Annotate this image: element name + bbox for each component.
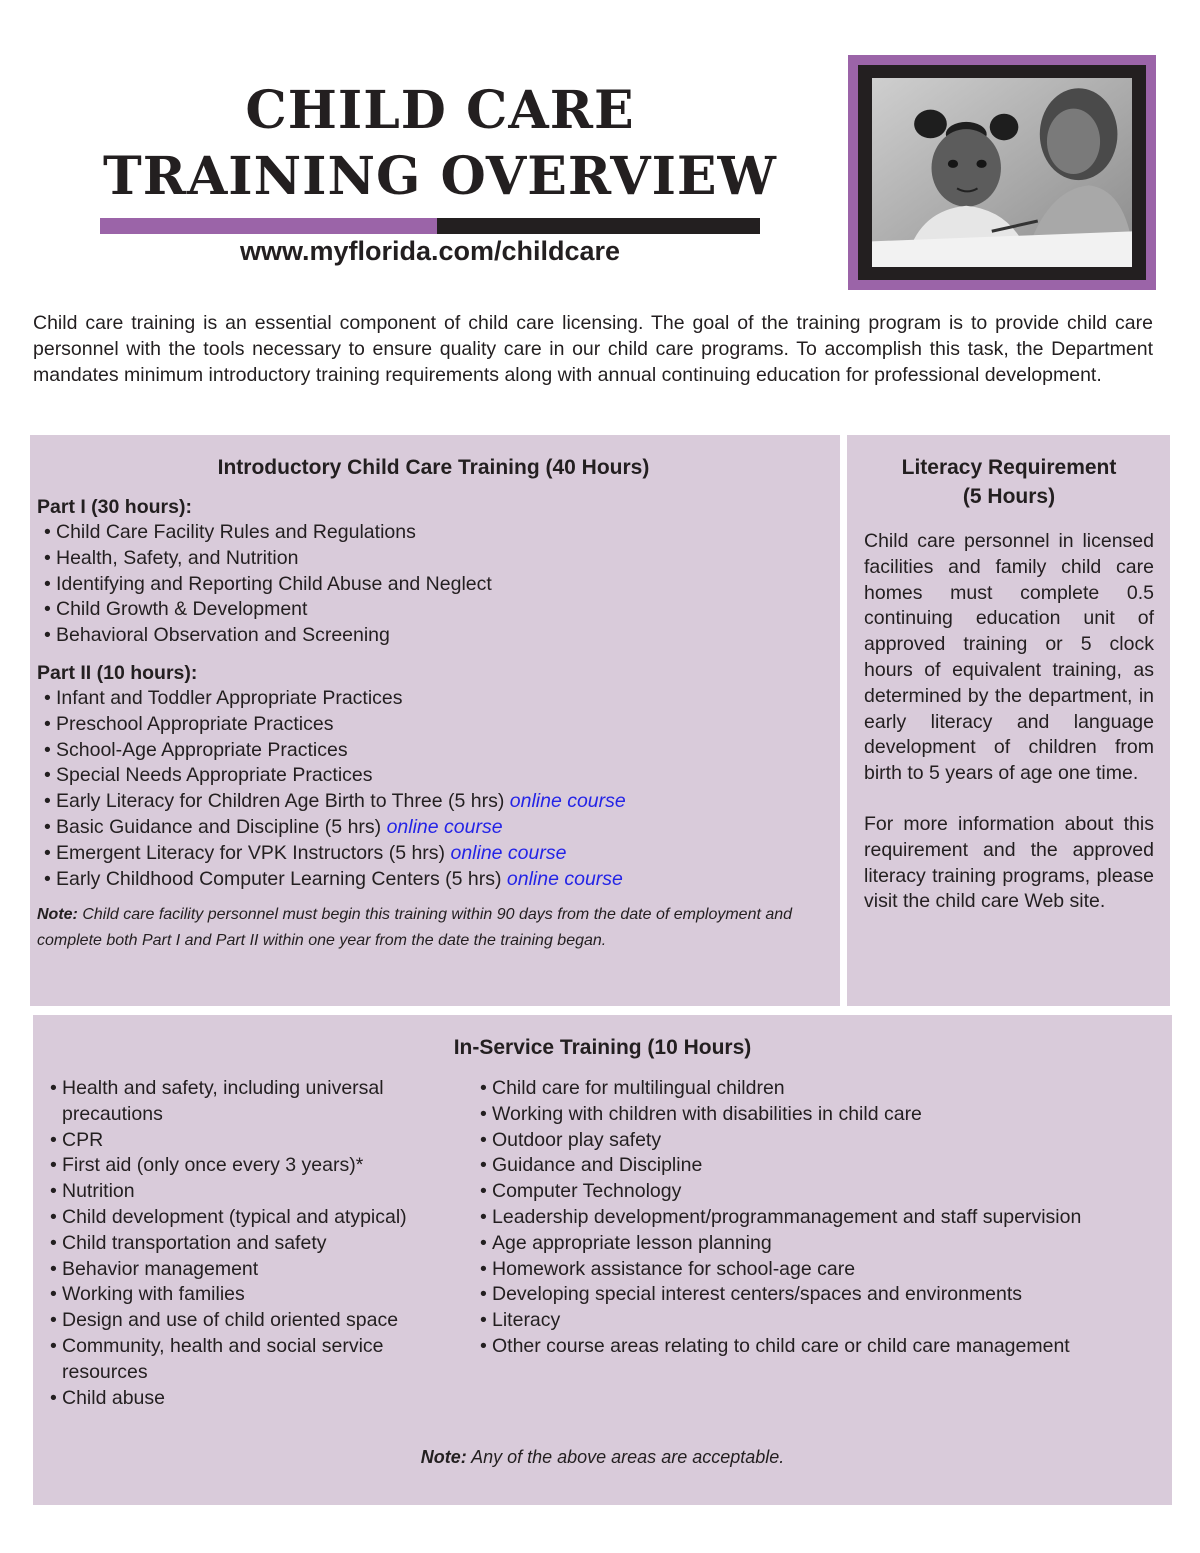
literacy-heading-line-2: (5 Hours) — [962, 485, 1056, 508]
in-service-list-left — [43, 1076, 473, 1411]
list-item: • Homework assistance for school-age care — [473, 1257, 1162, 1283]
list-item — [37, 841, 830, 867]
note-label: Note: — [420, 1447, 467, 1467]
literacy-requirement-panel — [847, 435, 1170, 1006]
title-rule — [100, 218, 760, 234]
introductory-note — [37, 902, 830, 954]
introductory-training-panel — [30, 435, 840, 1006]
title-rule-purple — [100, 218, 437, 234]
list-item — [37, 867, 830, 893]
list-item: • Child care for multilingual children — [473, 1076, 1162, 1102]
website-url[interactable]: www.myflorida.com/childcare — [239, 236, 621, 266]
in-service-list-right — [473, 1076, 1162, 1411]
note-text: Child care facility personnel must begin this training within 90 days from the date of employment and complete both Part I and Part II within one year from the date the training began. — [37, 906, 793, 950]
title-line-1: CHILD CARE — [245, 80, 635, 141]
intro-paragraph: Child care training is an essential component of child care licensing. The goal of the training program is to provide child care personnel with the tools necessary to ensure quality care in our child care programs. To accomplish this task, the Department mandates minimum introductory training requirements along with annual continuing education for professional development. — [33, 312, 1153, 386]
list-item — [37, 763, 830, 789]
list-item: • Child development (typical and atypical) — [43, 1205, 473, 1231]
list-item: • Health, Safety, and Nutrition — [37, 546, 830, 572]
part-2-list — [37, 686, 830, 892]
online-course-link[interactable]: online course — [506, 867, 623, 890]
list-item: • CPR — [43, 1128, 473, 1154]
list-item: • Computer Technology — [473, 1179, 1162, 1205]
list-item: • First aid (only once every 3 years)* — [43, 1153, 473, 1179]
in-service-heading: In-Service Training (10 Hours) — [453, 1036, 752, 1059]
online-course-link[interactable]: online course — [386, 815, 503, 838]
list-item — [37, 738, 830, 764]
list-item: • Developing special interest centers/spaces and environments — [473, 1282, 1162, 1308]
list-item — [37, 789, 830, 815]
list-item: • Health and safety, including universal precautions — [43, 1076, 473, 1128]
page-title — [60, 78, 820, 210]
list-item: • Behavior management — [43, 1257, 473, 1283]
list-item-text: Early Childhood Computer Learning Centers (5 hrs) — [56, 867, 507, 890]
list-item: • Community, health and social service resources — [43, 1334, 473, 1386]
list-item-text: Special Needs Appropriate Practices — [56, 764, 373, 787]
list-item: • Guidance and Discipline — [473, 1153, 1162, 1179]
list-item: • Other course areas relating to child care or child care management — [473, 1334, 1162, 1360]
list-item — [37, 815, 830, 841]
list-item: • Child abuse — [43, 1386, 473, 1412]
list-item: • Identifying and Reporting Child Abuse and Neglect — [37, 572, 830, 598]
part-1-list — [37, 520, 830, 649]
child-and-caregiver-photo — [872, 78, 1132, 267]
list-item: • Child Growth & Development — [37, 597, 830, 623]
list-item: • Child transportation and safety — [43, 1231, 473, 1257]
in-service-training-panel — [33, 1015, 1172, 1505]
list-item: • Age appropriate lesson planning — [473, 1231, 1162, 1257]
list-item-text: Emergent Literacy for VPK Instructors (5 hrs) — [56, 841, 451, 864]
literacy-paragraph-1: Child care personnel in licensed facilities and family child care homes must complete 0.5 continuing education unit of approved training or 5 clock hours of equivalent training, as determined by the department, in early literacy and language development of children from birth to 5 years of age one time. — [864, 530, 1154, 785]
title-rule-black — [437, 218, 760, 234]
list-item — [37, 686, 830, 712]
list-item: • Working with children with disabilities in child care — [473, 1102, 1162, 1128]
note-label: Note: — [37, 906, 78, 924]
list-item-text: Basic Guidance and Discipline (5 hrs) — [56, 815, 387, 838]
list-item: • Outdoor play safety — [473, 1128, 1162, 1154]
list-item: • Child Care Facility Rules and Regulations — [37, 520, 830, 546]
list-item-text: Early Literacy for Children Age Birth to Three (5 hrs) — [56, 790, 510, 813]
title-line-2: TRAINING OVERVIEW — [103, 146, 777, 207]
list-item — [37, 712, 830, 738]
list-item-text: Infant and Toddler Appropriate Practices — [56, 686, 403, 709]
online-course-link[interactable]: online course — [450, 841, 567, 864]
in-service-columns — [43, 1076, 1162, 1411]
literacy-heading-line-1: Literacy Requirement — [901, 456, 1117, 479]
list-item: • Design and use of child oriented space — [43, 1308, 473, 1334]
part-2-title: Part II (10 hours): — [37, 661, 198, 684]
list-item: • Literacy — [473, 1308, 1162, 1334]
list-item: • Leadership development/programmanagement and staff supervision — [473, 1205, 1162, 1231]
part-1-title: Part I (30 hours): — [37, 496, 192, 518]
literacy-paragraph-2: For more information about this requirement and the approved literacy training programs, please visit the child care Web site. — [864, 812, 1154, 913]
literacy-heading — [864, 453, 1154, 511]
list-item: • Nutrition — [43, 1179, 473, 1205]
introductory-training-heading: Introductory Child Care Training (40 Hours) — [217, 456, 650, 479]
list-item: • Behavioral Observation and Screening — [37, 623, 830, 649]
photo-frame — [848, 55, 1156, 290]
list-item-text: School-Age Appropriate Practices — [56, 738, 348, 761]
list-item: • Working with families — [43, 1282, 473, 1308]
list-item-text: Preschool Appropriate Practices — [56, 712, 334, 735]
online-course-link[interactable]: online course — [509, 790, 626, 813]
note-text: Any of the above areas are acceptable. — [471, 1447, 785, 1467]
photo-inner-frame — [858, 65, 1146, 280]
in-service-note — [33, 1447, 1172, 1468]
